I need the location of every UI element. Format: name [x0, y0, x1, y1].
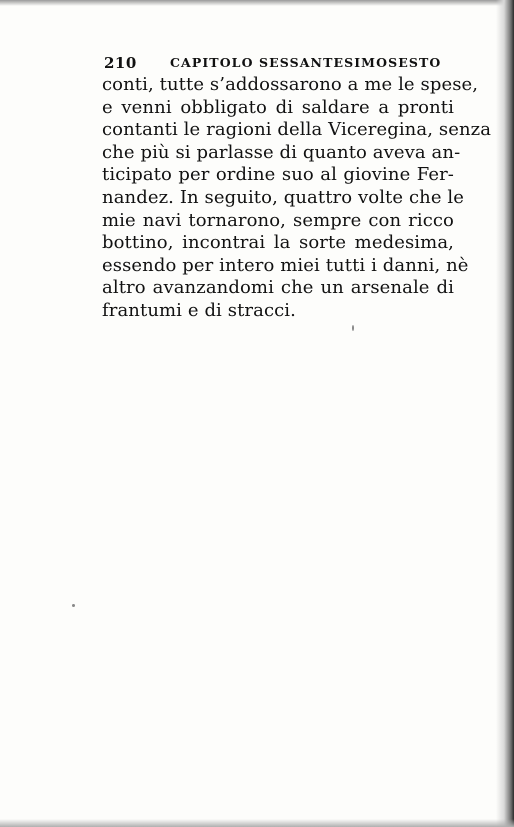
running-head: CAPITOLO SESSANTESIMOSESTO — [170, 55, 442, 70]
scan-edge-bottom — [0, 819, 514, 827]
text-line: ticipato per ordine suo al giovine Fer- — [102, 164, 454, 186]
text-line: altro avanzandomi che un arsenale di — [102, 277, 454, 299]
paper-speck — [352, 325, 354, 331]
text-line: contanti le ragioni della Viceregina, senza — [102, 119, 492, 141]
scan-edge-top — [0, 0, 514, 6]
page-number: 210 — [104, 54, 137, 72]
text-line: essendo per intero miei tutti i danni, nè — [102, 254, 469, 276]
paper-speck — [72, 604, 75, 607]
text-line: e venni obbligato di saldare a pronti — [102, 96, 454, 118]
text-line: conti, tutte s’addossarono a me le spese, — [102, 74, 479, 95]
text-line: frantumi e di stracci. — [102, 299, 296, 321]
page-header — [104, 52, 464, 76]
scan-edge-right — [496, 0, 514, 827]
body-text — [102, 74, 492, 323]
text-line: mie navi tornarono, sempre con ricco — [102, 209, 454, 231]
text-line: bottino, incontrai la sorte medesima, — [102, 232, 454, 254]
text-line: nandez. In seguito, quattro volte che le — [102, 186, 465, 208]
text-line: che più si parlasse di quanto aveva an- — [102, 141, 461, 163]
